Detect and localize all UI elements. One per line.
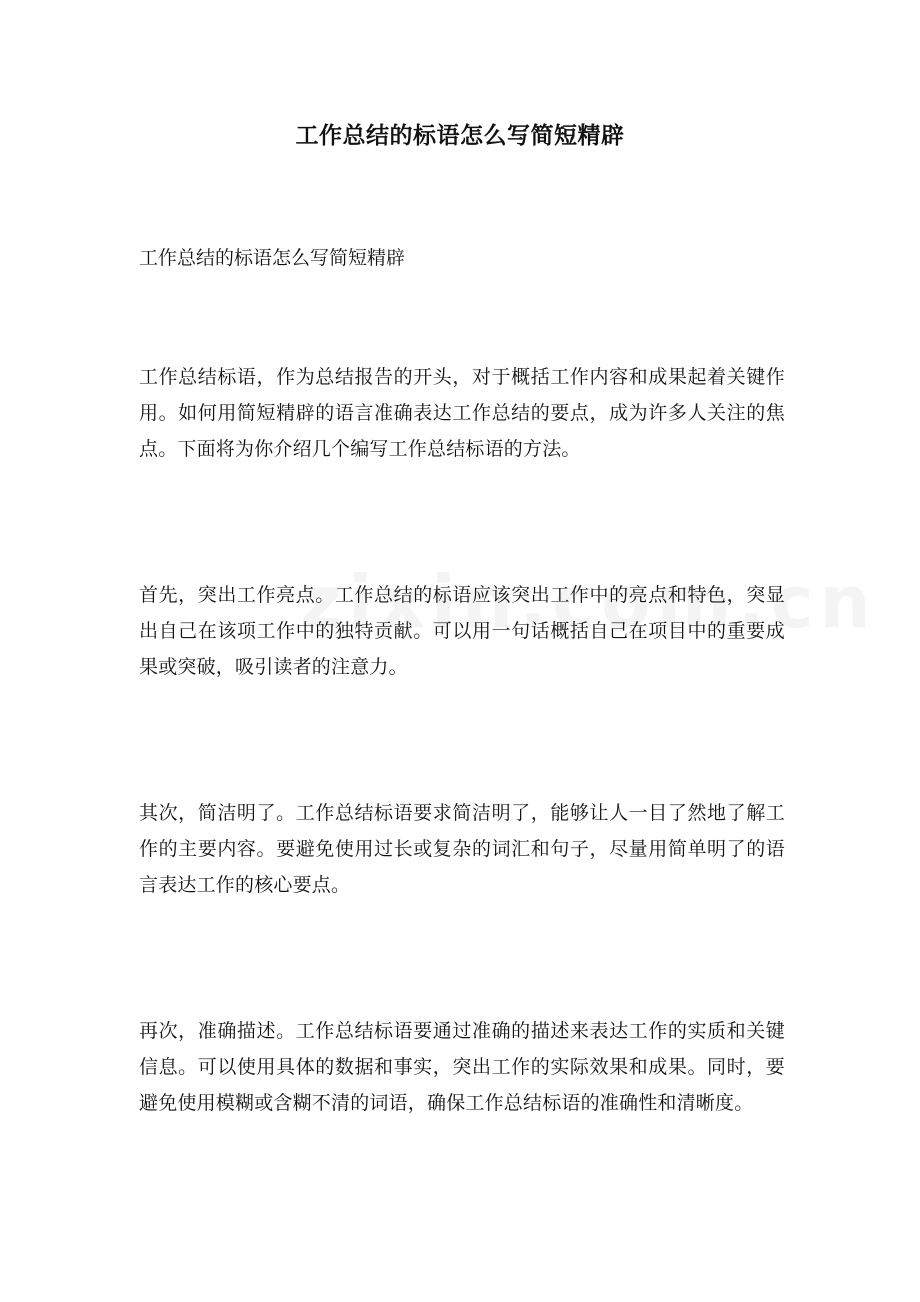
paragraph-concise: 其次，简洁明了。工作总结标语要求简洁明了，能够让人一目了然地了解工作的主要内容。要避免使用过长或复杂的词汇和句子，尽量用简单明了的语言表达工作的核心要点。: [139, 802, 785, 896]
paragraph-highlight: 首先，突出工作亮点。工作总结的标语应该突出工作中的亮点和特色，突显出自己在该项工作中的独特贡献。可以用一句话概括自己在项目中的重要成果或突破，吸引读者的注意力。: [139, 584, 785, 678]
page-subtitle: 工作总结的标语怎么写简短精辟: [139, 247, 406, 269]
paragraph-accurate: 再次，准确描述。工作总结标语要通过准确的描述来表达工作的实质和关键信息。可以使用具体的数据和事实，突出工作的实际效果和成果。同时，要避免使用模糊或含糊不清的词语，确保工作总结标语的准确性和清晰度。: [139, 1020, 785, 1114]
paragraph-intro: 工作总结标语，作为总结报告的开头，对于概括工作内容和成果起着关键作用。如何用简短精辟的语言准确表达工作总结的要点，成为许多人关注的焦点。下面将为你介绍几个编写工作总结标语的方法。: [139, 366, 785, 460]
page-title: 工作总结的标语怎么写简短精辟: [295, 122, 625, 149]
